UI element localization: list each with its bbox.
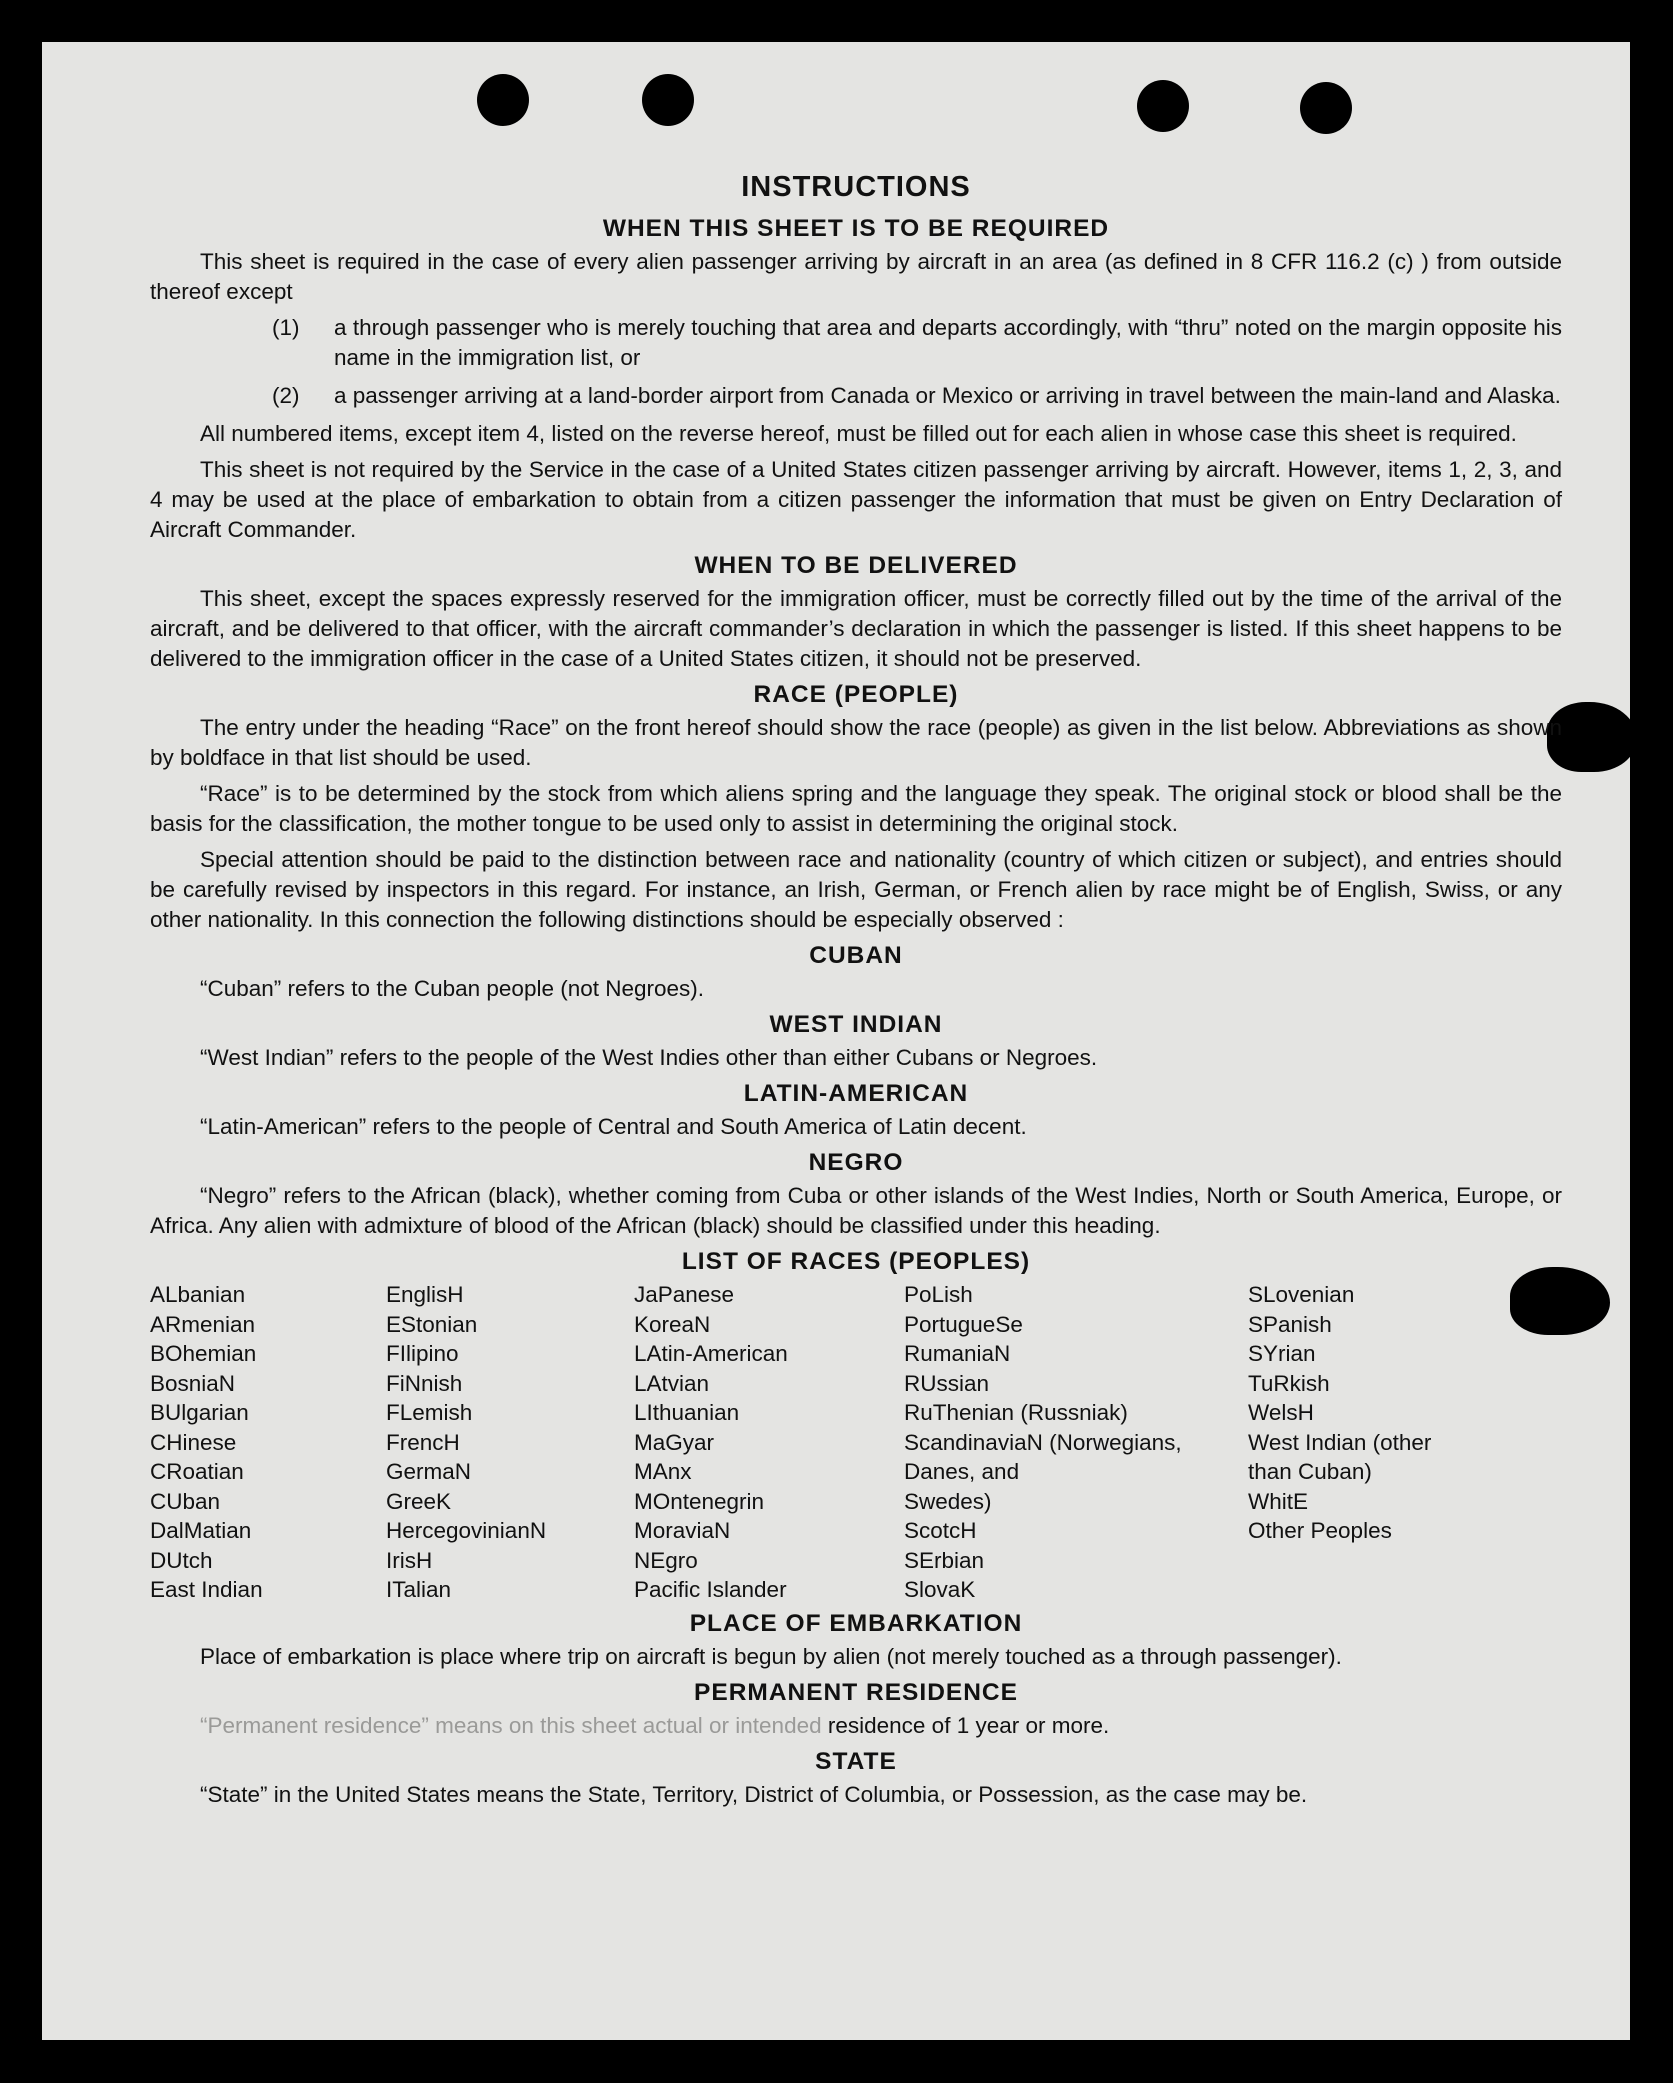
race-entry: RumaniaN: [904, 1341, 1011, 1366]
item-text: a through passenger who is merely touching that area and departs accordingly, with “thru” noted on the margin opposite his name in the immigration list, or: [334, 315, 1562, 370]
race-entry: Swedes): [904, 1488, 992, 1514]
race-entry: IrisH: [386, 1547, 433, 1573]
paragraph: This sheet is not required by the Service in the case of a United States citizen passenger arriving by aircraft. However, items 1, 2, 3, and 4 may be used at the place of embarkation to obtain from a citizen passenger the information that must be given on Entry Declaration of Aircraft Commander.: [150, 457, 1562, 542]
race-entry: SLovenian: [1248, 1282, 1355, 1307]
race-column: [150, 1280, 386, 1605]
race-entry: East Indian: [150, 1577, 263, 1602]
race-entry: RUssian: [904, 1370, 990, 1396]
race-entry: PortugueSe: [904, 1311, 1023, 1337]
race-entry: FrencH: [386, 1429, 460, 1455]
race-entry: FLemish: [386, 1400, 473, 1425]
paragraph: “West Indian” refers to the people of the West Indies other than either Cubans or Negroes.: [200, 1045, 1098, 1070]
section-heading: NEGRO: [808, 1149, 904, 1176]
punch-hole: [477, 74, 529, 126]
race-entry: NEgro: [634, 1547, 698, 1573]
race-entry: PoLish: [904, 1282, 973, 1307]
paragraph-text: residence of 1 year or more.: [827, 1712, 1110, 1738]
race-entry: EnglisH: [386, 1282, 464, 1307]
paragraph: Place of embarkation is place where trip on aircraft is begun by alien (not merely touched as a through passenger).: [200, 1643, 1342, 1669]
race-entry: SlovaK: [904, 1577, 976, 1602]
punch-hole: [1300, 82, 1352, 134]
race-entry: ARmenian: [150, 1311, 256, 1337]
race-entry: Pacific Islander: [634, 1577, 787, 1602]
race-column: [386, 1280, 634, 1605]
section-heading: STATE: [815, 1747, 897, 1775]
race-entry: DalMatian: [150, 1518, 252, 1543]
race-entry: WelsH: [1248, 1400, 1314, 1425]
paragraph: The entry under the heading “Race” on the front hereof should show the race (people) as given in the list below. Abbreviations as shown by boldface in that list should be used.: [150, 715, 1562, 770]
paragraph: This sheet, except the spaces expressly reserved for the immigration officer, must be correctly filled out by the time of the arrival of the aircraft, and be delivered to that officer, with the aircraft commander’s declaration in which the passenger is listed. If this sheet happens to be delivered to the immigration officer in the case of a United States citizen, it should not be preserved.: [150, 586, 1562, 671]
race-entry: CRoatian: [150, 1459, 244, 1484]
race-entry: CUban: [150, 1488, 221, 1514]
section-heading: WHEN THIS SHEET IS TO BE REQUIRED: [602, 215, 1110, 242]
paragraph: This sheet is required in the case of every alien passenger arriving by aircraft in an area (as defined in 8 CFR 116.2 (c) ) from outside thereof except: [150, 249, 1562, 304]
section-heading: PERMANENT RESIDENCE: [694, 1678, 1018, 1706]
race-entry: DUtch: [150, 1547, 213, 1573]
race-entry: Danes, and: [904, 1459, 1020, 1484]
race-entry: BosniaN: [150, 1370, 236, 1396]
punch-hole: [1137, 80, 1189, 132]
section-heading: LIST OF RACES (PEOPLES): [681, 1248, 1031, 1275]
section-heading: RACE (PEOPLE): [753, 681, 959, 708]
race-entry: LAtvian: [634, 1370, 710, 1396]
race-entry: ALbanian: [150, 1282, 246, 1307]
race-entry: LAtin-American: [634, 1341, 788, 1366]
race-entry: EStonian: [386, 1311, 478, 1337]
race-entry: FIlipino: [386, 1341, 459, 1366]
race-entry: BUlgarian: [150, 1400, 249, 1425]
paragraph: “Latin-American” refers to the people of Central and South America of Latin decent.: [200, 1114, 1027, 1139]
race-entry: Other Peoples: [1248, 1518, 1392, 1543]
race-entry: ITalian: [386, 1577, 452, 1602]
race-entry: HercegovinianN: [386, 1518, 547, 1543]
race-entry: MOntenegrin: [634, 1488, 765, 1514]
race-entry: JaPanese: [634, 1282, 735, 1307]
item-number: (2): [272, 383, 300, 408]
paragraph: “Negro” refers to the African (black), whether coming from Cuba or other islands of the West Indies, North or South America, Europe, or Africa. Any alien with admixture of blood of the African (black) should be classified under this heading.: [150, 1183, 1562, 1238]
race-entry: TuRkish: [1248, 1370, 1330, 1396]
paragraph: “Race” is to be determined by the stock from which aliens spring and the language they speak. The original stock or blood shall be the basis for the classification, the mother tongue to be used only to assist in determining the original stock.: [150, 781, 1562, 836]
list-item: [272, 313, 1562, 373]
race-entry: than Cuban): [1248, 1459, 1372, 1484]
race-entry: RuThenian (Russniak): [904, 1400, 1128, 1425]
section-heading: CUBAN: [809, 942, 903, 969]
race-entry: GermaN: [386, 1459, 472, 1484]
section-heading: WHEN TO BE DELIVERED: [694, 552, 1018, 579]
race-entry: CHinese: [150, 1429, 237, 1455]
punch-hole: [642, 74, 694, 126]
race-list: [150, 1280, 1562, 1605]
list-item: [272, 381, 1562, 411]
race-entry: GreeK: [386, 1488, 452, 1514]
race-entry: FiNnish: [386, 1370, 463, 1396]
race-entry: LIthuanian: [634, 1400, 740, 1425]
section-heading: LATIN-AMERICAN: [743, 1080, 969, 1107]
race-column: [634, 1280, 904, 1605]
item-number: (1): [272, 315, 300, 340]
section-heading: PLACE OF EMBARKATION: [689, 1609, 1023, 1637]
race-entry: ScandinaviaN (Norwegians,: [904, 1429, 1182, 1455]
paragraph: [150, 1711, 1562, 1741]
document-page: [42, 42, 1630, 2040]
race-column: [1248, 1280, 1562, 1605]
paragraph: All numbered items, except item 4, listed on the reverse hereof, must be filled out for each alien in whose case this sheet is required.: [200, 421, 1517, 446]
paragraph: “State” in the United States means the State, Territory, District of Columbia, or Possession, as the case may be.: [200, 1781, 1308, 1807]
race-entry: WhitE: [1248, 1488, 1309, 1514]
race-entry: SYrian: [1248, 1341, 1316, 1366]
race-entry: MoraviaN: [634, 1518, 731, 1543]
paragraph: Special attention should be paid to the distinction between race and nationality (country of which citizen or subject), and entries should be carefully revised by inspectors in this regard. For instance, an Irish, German, or French alien by race might be of English, Swiss, or any other nationality. In this connection the following distinctions should be especially observed :: [150, 847, 1562, 932]
race-column: [904, 1280, 1248, 1605]
page-title: INSTRUCTIONS: [741, 171, 971, 203]
race-entry: West Indian (other: [1248, 1429, 1432, 1455]
document-body: [150, 172, 1562, 1816]
race-entry: SPanish: [1248, 1311, 1332, 1337]
item-text: a passenger arriving at a land-border airport from Canada or Mexico or arriving in travel between the main-land and Alaska.: [334, 383, 1561, 408]
race-entry: MaGyar: [634, 1429, 715, 1455]
paragraph: “Cuban” refers to the Cuban people (not Negroes).: [200, 976, 705, 1001]
faint-text: “Permanent residence” means on this sheet actual or intended: [200, 1712, 822, 1738]
race-entry: MAnx: [634, 1459, 692, 1484]
section-heading: WEST INDIAN: [769, 1011, 943, 1038]
race-entry: KoreaN: [634, 1311, 711, 1337]
race-entry: ScotcH: [904, 1518, 977, 1543]
race-entry: BOhemian: [150, 1341, 257, 1366]
race-entry: SErbian: [904, 1547, 985, 1573]
